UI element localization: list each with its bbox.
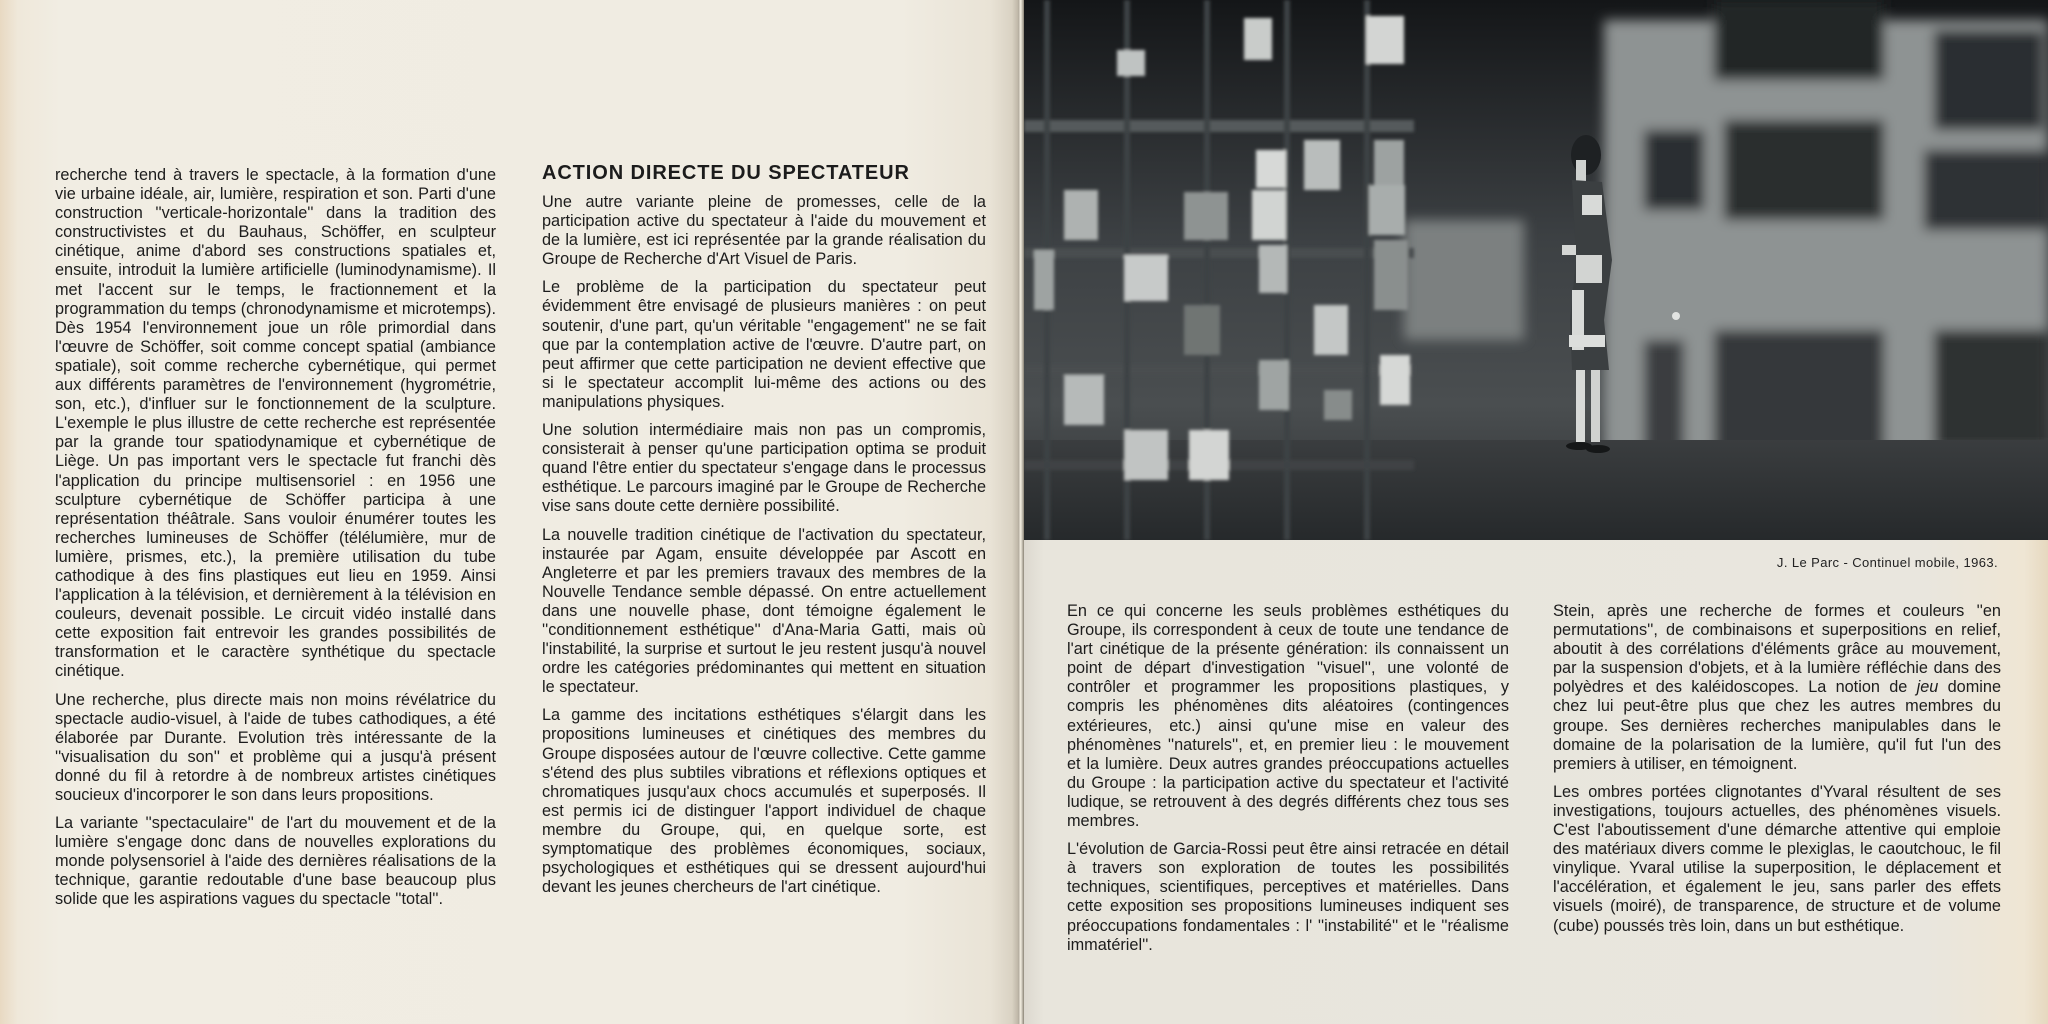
text-column-1	[55, 166, 496, 919]
light-spot	[1672, 312, 1680, 320]
paragraph: La gamme des incitations esthétiques s'élargit dans les propositions lumineuses et cinétiques des membres du Groupe disposées autour de l'œuvre collective. Cette gamme s'étend des plus subtiles vibrations et réflexions optiques et chromatiques jusqu'aux chocs accumulés et superposés. Il est permis ici de distinguer l'apport individuel de chaque membre du Groupe, qui, en quelque sorte, est symptomatique des problèmes économiques, sociaux, psychologiques et esthétiques qui se dressent aujourd'hui devant les jeunes chercheurs de l'art cinétique.	[542, 706, 986, 897]
paragraph: L'évolution de Garcia-Rossi peut être ainsi retracée en détail à travers son exploration de toutes les possibilités techniques, scientifiques, perceptives et matérielles. Dans cette exposition ses propositions lumineuses indiquent ses préoccupations fondamentales : l' ''instabilité'' et le ''réalisme immatériel''.	[1067, 840, 1509, 954]
paragraph: Une autre variante pleine de promesses, celle de la participation active du spectateur à l'aide du mouvement et de la lumière, est ici représentée par la grande réalisation du Groupe de Recherche d'Art Visuel de Paris.	[542, 193, 986, 269]
paragraph: Une recherche, plus directe mais non moins révélatrice du spectacle audio-visuel, à l'aide de tubes cathodiques, a été élaborée par Durante. Evolution très intéressante de la ''visualisation du son'' et problème qui a jusqu'à présent donné du fil à retordre à de nombreux artistes cinétiques soucieux d'incorporer le son dans leurs propositions.	[55, 690, 496, 804]
artwork-photograph	[1024, 0, 2048, 540]
paragraph: Les ombres portées clignotantes d'Yvaral résultent de ses investigations, toujours actuelles, des phénomènes visuels. C'est l'aboutissement d'une démarche attentive qui emploie des matériaux divers comme le plexiglas, le caoutchouc, le fil vinylique. Yvaral utilise la superposition, le déplacement et l'accélération, et également le jeu, sans parler des effets visuels (moiré), de transparence, de structure et de volume (cube) poussés très loin, dans un but esthétique.	[1553, 782, 2001, 935]
paragraph	[1553, 602, 2001, 774]
text-run: domine chez lui peut-être plus que chez les autres membres du groupe. Ses dernières recherches manipulables dans le domaine de la polarisation de la lumière, qu'il fut l'un des premiers à utiliser, en témoignent.	[1553, 678, 2001, 773]
paragraph: La variante ''spectaculaire'' de l'art du mouvement et de la lumière s'engage donc dans de nouvelles explorations du monde polysensoriel à l'aide des dernières réalisations de la technique, garantie redoutable d'une base beaucoup plus solide que les aspirations vagues du spectacle ''total''.	[55, 814, 496, 909]
paragraph: En ce qui concerne les seuls problèmes esthétiques du Groupe, ils correspondent à ceux de toute une tendance de l'art cinétique de la présente génération: ils connaissent un point de départ d'investigation ''visuel'', une volonté de contrôler et programmer les propositions plastiques, y compris les phénomènes dits aléatoires (contingences extérieures, etc.) ainsi qu'une mise en valeur des phénomènes ''naturels'', et, en premier lieu : le mouvement et la lumière. Deux autres grandes préoccupations actuelles du Groupe : la participation active du spectateur et l'activité ludique, se retrouvent à des degrés différents chez tous ses membres.	[1067, 602, 1509, 831]
paragraph: Le problème de la participation du spectateur peut évidemment être envisagé de plusieurs manières : on peut soutenir, d'une part, qu'un véritable ''engagement'' ne se fait que par la contemplation active de l'œuvre. D'autre part, on peut affirmer que cette participation ne devient effective que si le spectateur accomplit lui-même des actions ou des manipulations physiques.	[542, 278, 986, 411]
italic-word: jeu	[1916, 678, 1939, 697]
text-column-2	[542, 162, 986, 906]
text-column-4	[1553, 602, 2001, 945]
photo-illustration	[1024, 0, 2048, 540]
paragraph: Une solution intermédiaire mais non pas un compromis, consisterait à penser qu'une participation optima se produit quand l'être entier du spectateur s'engage dans le processus esthétique. Le parcours imaginé par le Groupe de Recherche vise sans doute cette dernière possibilité.	[542, 421, 986, 516]
section-heading: ACTION DIRECTE DU SPECTATEUR	[542, 162, 910, 184]
floor	[1024, 440, 2048, 540]
left-page	[0, 0, 1018, 1024]
paragraph: recherche tend à travers le spectacle, à la formation d'une vie urbaine idéale, air, lumière, respiration et son. Parti d'une construction ''verticale-horizontale'' dans la tradition des constructivistes et du Bauhaus, Schöffer, en sculpteur cinétique, anime d'abord ses constructions spatiales et, ensuite, introduit la lumière artificielle (luminodynamisme). Il met l'accent sur le temps, le fractionnement et la programmation du temps (chronodynamisme et microtemps). Dès 1954 l'environnement joue un rôle primordial dans l'œuvre de Schöffer, soit comme concept spatial (ambiance spatiale), soit comme recherche cybernétique, qui permet aux différents paramètres de l'environnement (hygrométrie, son, etc.), d'influer sur le fonctionnement de la sculpture. L'exemple le plus illustre de cette recherche est représentée par la grande tour spatiodynamique et cybernétique de Liège. Un pas important vers le spectacle fut franchi dès l'application du principe multisensoriel : en 1956 une sculpture cybernétique de Schöffer participa à une représentation théâtrale. Sans vouloir énumérer toutes les recherches lumineuses de Schöffer (télélumière, mur de lumière, prismes, etc.), la première utilisation du tube cathodique à des fins plastiques eut lieu en 1959. Ainsi l'application à la télévision, et dernièrement à la télévision en couleurs, devenait possible. Le circuit vidéo installé dans cette exposition fait entrevoir les grandes possibilités de transformation et le caractère synthétique du spectacle cinétique.	[55, 166, 496, 681]
text-run: Stein, après une recherche de formes et couleurs ''en permutations'', de combinaisons et superpositions en relief, aboutit à des corrélations d'éléments grâce au mouvement, par la suspension d'objets, et à la lumière réfléchie dans des polyèdres et des kaléidoscopes. La notion de	[1553, 602, 2001, 697]
photo-caption: J. Le Parc - Continuel mobile, 1963.	[1776, 555, 1998, 570]
text-column-3	[1067, 602, 1509, 964]
paragraph: La nouvelle tradition cinétique de l'activation du spectateur, instaurée par Agam, ensuite développée par Ascott en Angleterre et par les premiers travaux des membres de la Nouvelle Tendance semble dépassé. On entre actuellement dans une nouvelle phase, dont témoigne également le ''conditionnement esthétique'' d'Ana-Maria Gatti, mais où l'instabilité, la surprise et surtout le jeu restent jusqu'à nouvel ordre les catégories prédominantes qui mettent en situation le spectateur.	[542, 525, 986, 697]
